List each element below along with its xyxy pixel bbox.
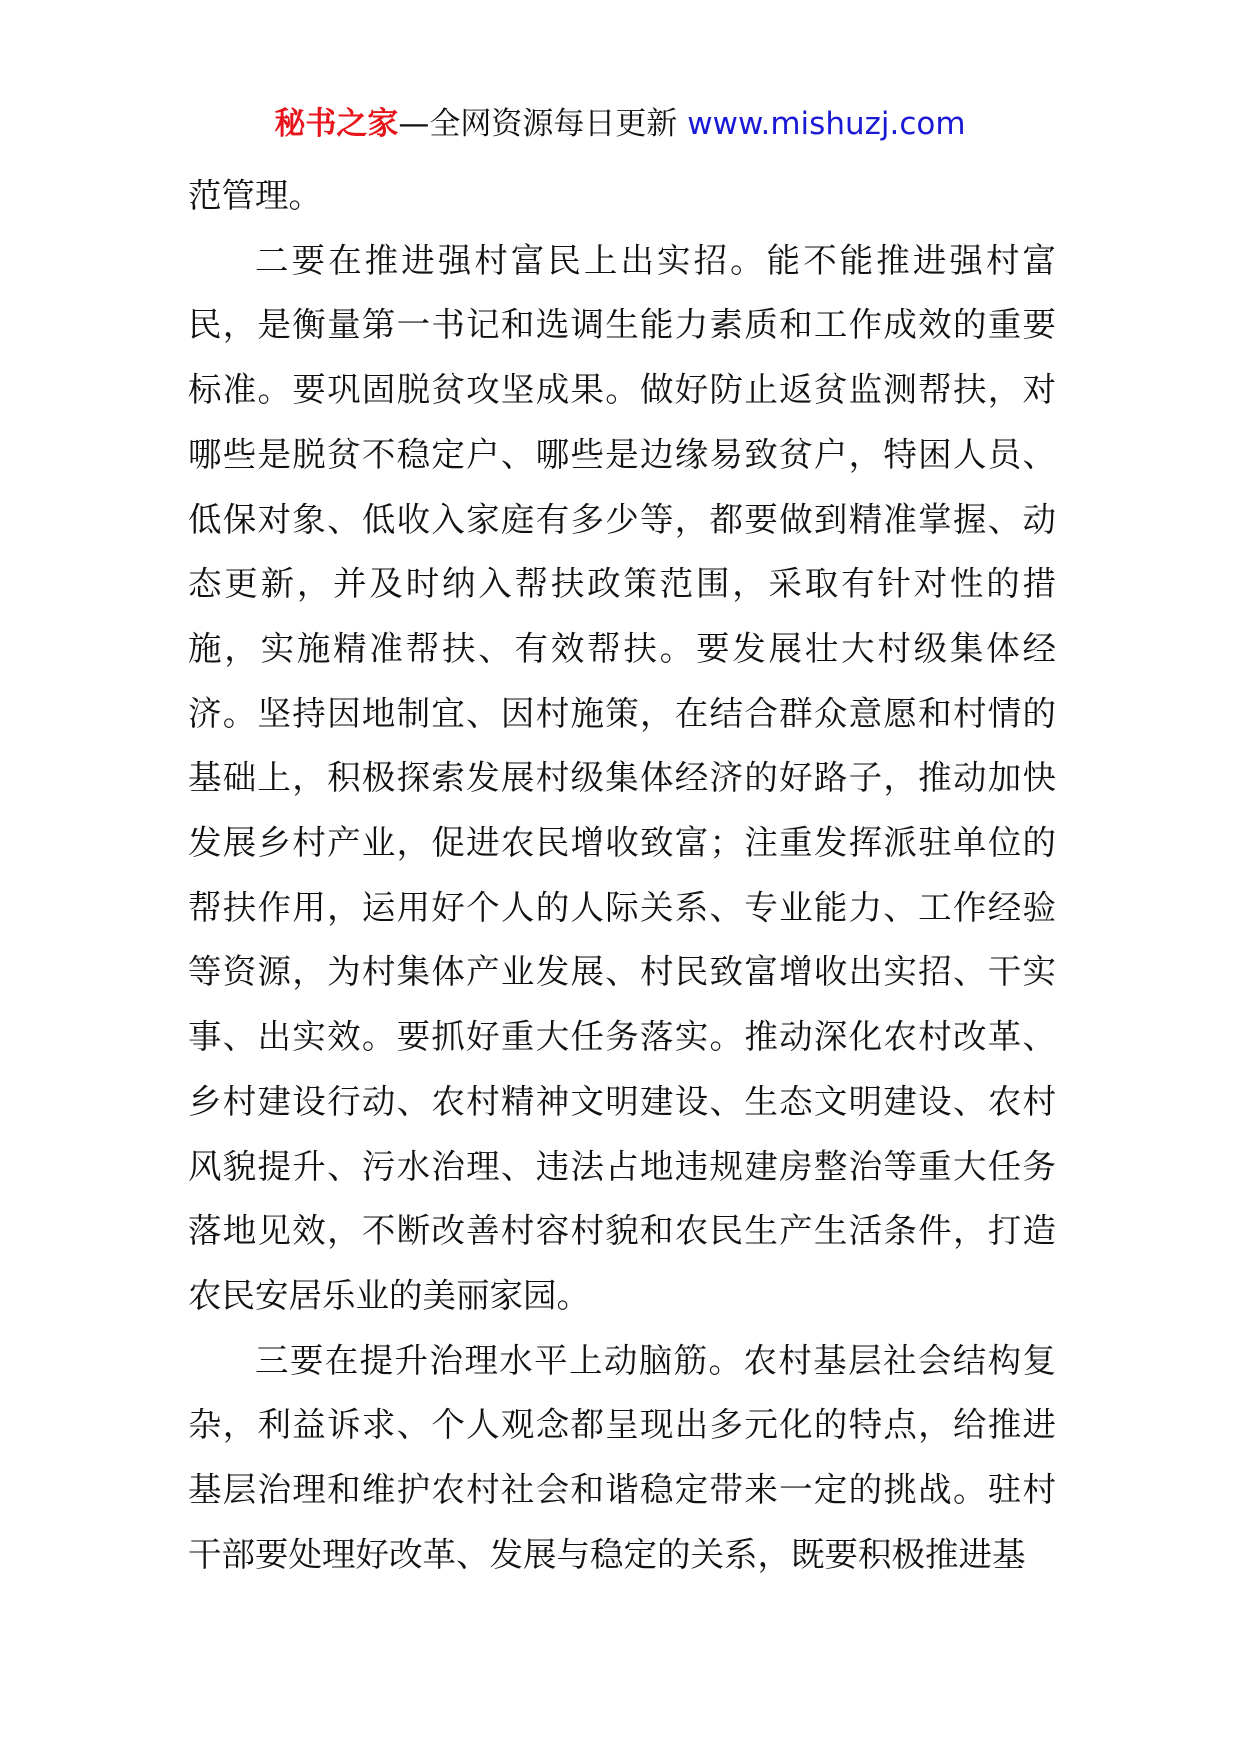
document-body: [188, 164, 1056, 1587]
brand-name: 秘书之家: [274, 106, 399, 142]
paragraph-3: 三要在提升治理水平上动脑筋。农村基层社会结构复杂，利益诉求、个人观念都呈现出多元化的特点，给推进基层治理和维护农村社会和谐稳定带来一定的挑战。驻村干部要处理好改革、发展与稳定的关系，既要积极推进基: [188, 1340, 1056, 1574]
site-url: www.mishuzj.com: [687, 106, 966, 142]
header-tagline: —全网资源每日更新: [398, 106, 688, 142]
paragraph-2: 二要在推进强村富民上出实招。能不能推进强村富民，是衡量第一书记和选调生能力素质和工作成效的重要标准。要巩固脱贫攻坚成果。做好防止返贫监测帮扶，对哪些是脱贫不稳定户、哪些是边缘易致贫户，特困人员、低保对象、低收入家庭有多少等，都要做到精准掌握、动态更新，并及时纳入帮扶政策范围，采取有针对性的措施，实施精准帮扶、有效帮扶。要发展壮大村级集体经济。坚持因地制宜、因村施策，在结合群众意愿和村情的基础上，积极探索发展村级集体经济的好路子，推动加快发展乡村产业，促进农民增收致富；注重发挥派驻单位的帮扶作用，运用好个人的人际关系、专业能力、工作经验等资源，为村集体产业发展、村民致富增收出实招、干实事、出实效。要抓好重大任务落实。推动深化农村改革、乡村建设行动、农村精神文明建设、生态文明建设、农村风貌提升、污水治理、违法占地违规建房整治等重大任务落地见效，不断改善村容村貌和农民生产生活条件，打造农民安居乐业的美丽家园。: [188, 240, 1056, 1315]
site-watermark-header: [0, 100, 1240, 148]
continuation-text: 范管理。: [188, 176, 322, 215]
